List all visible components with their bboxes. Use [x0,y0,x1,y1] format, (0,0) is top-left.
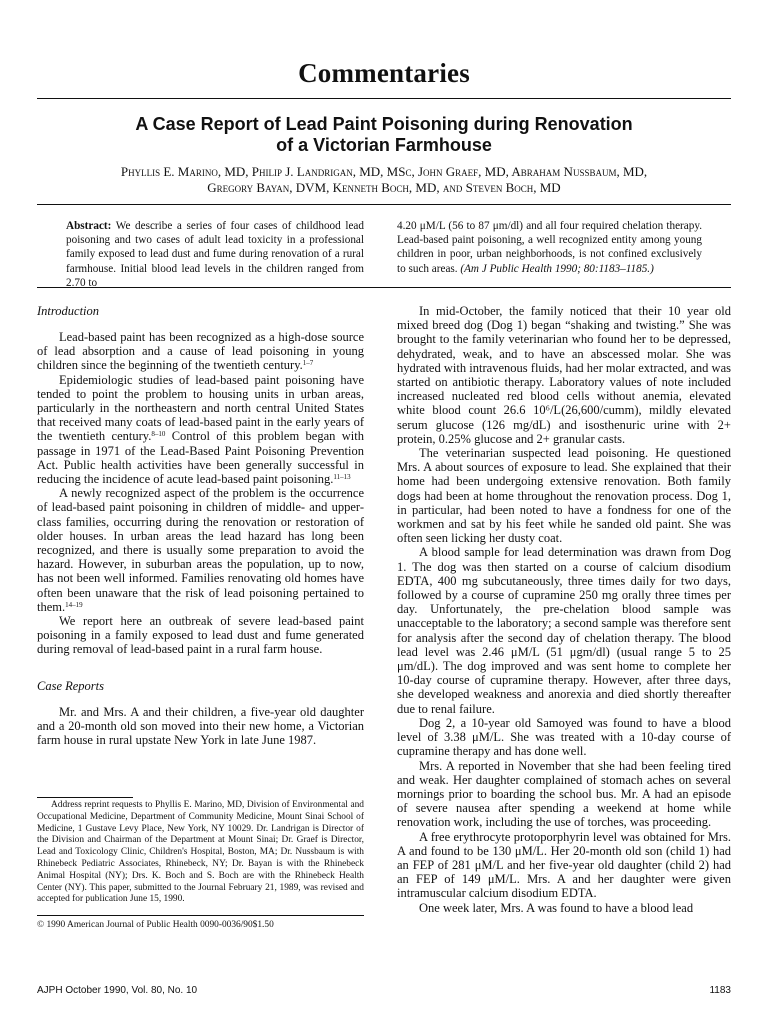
case-paragraph-1: Mr. and Mrs. A and their children, a five-year old daughter and a 20-month old son moved into their new home, a Victorian farm house in rural upstate New York in late June 1987. [37,704,364,748]
intro-paragraph-2: Epidemiologic studies of lead-based paint poisoning have tended to point the problem to housing units in urban areas, particularly in the northeastern and north central United States that received many coats of lead-based paint in the early years of the twentieth century.$^{8-10}$ Control of this problem began with passage in 1971 of the Lead-Based Paint Poisoning Prevention Act. Public health activities have been generally successful in reducing the incidence of acute lead-based paint poisoning.$^{11-13}$ [37,372,364,487]
journal-footer: AJPH October 1990, Vol. 80, No. 10 [37,985,198,996]
body-paragraph: A free erythrocyte protoporphyrin level was obtained for Mrs. A and found to be 130 μM/L. Her 20-month old son (child 1) had an FEP of 281 μM/L and her five-year old daughter (child 2) had an FEP of 149 μM/L. Mrs. A and her daughter were given intramuscular calcium disodium EDTA. [397,829,731,901]
abstract-citation: (Am J Public Health 1990; 80:1183–1185.) [460,262,654,275]
authors-line-2: Gregory Bayan, DVM, Kenneth Boch, MD, and Steven Boch, MD [207,180,561,195]
copyright-rule [37,915,364,916]
footnote-rule [37,797,133,798]
reference-superscript: 8–10 [151,430,166,439]
footnote [37,800,364,906]
intro-paragraph-1: Lead-based paint has been recognized as a high-dose source of lead absorption and a cause of lead poisoning in young children since the beginning of the twentieth century.$^{1-7}$ [37,330,364,373]
abstract-left [66,219,364,290]
article-title-line-2: of a Victorian Farmhouse [276,135,492,155]
body-paragraph: One week later, Mrs. A was found to have a blood lead [419,900,694,915]
intro-paragraph-3: A newly recognized aspect of the problem is the occurrence of lead-based paint poisoning in children of middle- and upper-class families, occurring during the renovation or restoration of older houses. In urban areas the lead hazard has long been recognized, and there is usually some preparation to avoid the hazard. However, in suburban areas the population, up to now, has not been well informed. Families renovating old homes have often been unaware that the risk of lead poisoning pertained to them.$^{14-19}$ [37,486,364,614]
abstract-top-rule [37,204,731,205]
abstract-text-right: 4.20 μM/L (56 to 87 μm/dl) and all four required chelation therapy. Lead-based paint poisoning, a well recognized entity among young children in poor, urban neighborhoods, is not confined exclusively to such areas. [397,220,702,275]
abstract-label: Abstract: [66,220,112,232]
section-heading: Commentaries [298,58,470,88]
abstract-right [397,219,702,276]
copyright: © 1990 American Journal of Public Health 0090-0036/90$1.50 [37,920,274,930]
body-paragraph: Mrs. A reported in November that she had been feeling tired and weak. Her daughter complained of stomach aches on several mornings prior to boarding the school bus. Mr. A had an episode of severe nausea after spending a weekend at home while renovation work, including the use of torches, was proceeding. [397,758,731,830]
left-column [37,304,364,747]
body-paragraph: Dog 2, a 10-year old Samoyed was found to have a blood level of 3.38 μM/L. She was treated with a 10-day course of cupramine therapy and has done well. [397,715,731,759]
reference-superscript: 11–13 [333,473,351,482]
abstract-text-left: We describe a series of four cases of childhood lead poisoning and two cases of adult lead toxicity in a professional family exposed to lead dust and fume during renovation of a rural farmhouse. Initial blood lead levels in the children ranged from 2.70 to [66,220,364,289]
footnote-text: Address reprint requests to Phyllis E. Marino, MD, Division of Environmental and Occupational Medicine, Department of Community Medicine, Mount Sinai School of Medicine, 1 Gustave Levy Place, New York, NY 10029. Dr. Landrigan is Director of the Division and Chairman of the Department at Mount Sinai; Dr. Graef is Director, Lead and Toxicology Clinic, Children's Hospital, Boston, MA; Dr. Nussbaum is with Rhinebeck Pediatric Associates, Rhinebeck, NY; Dr. Bayan is with the Rhinebeck Animal Hospital (NY); Drs. K. Boch and S. Boch are with the Rhinebeck Health Center (NY). This paper, submitted to the Journal February 21, 1989, was revised and accepted for publication June 15, 1990. [37,800,364,905]
authors-line-1: Phyllis E. Marino, MD, Philip J. Landrigan, MD, MSc, John Graef, MD, Abraham Nussbaum, MD, [120,164,648,179]
reference-superscript: 14–19 [65,600,83,609]
abstract-bottom-rule [37,287,731,288]
body-paragraph: The veterinarian suspected lead poisoning. He questioned Mrs. A about sources of exposure to lead. She explained that their home had been undergoing extensive renovation. Both family dogs had been at home throughout the renovation process. Dog 1, in particular, had been noted to have a fondness for one of the workmen and sat by his feet while he sanded old paint. She was often seen licking her dusty coat. [397,446,731,546]
body-paragraph: In mid-October, the family noticed that their 10 year old mixed breed dog (Dog 1) began “shaking and twisting.” She was brought to the family veterinarian who found her to be depressed, dehydrated, weak, and to have an abscessed molar. She was hydrated with intravenous fluids, had her molar extracted, and was started on antibiotic therapy. Laboratory values of note included increased nucleated red blood cells without anemia, elevated white blood count 26.6 10⁶/L(26,600/cumm), mildly elevated serum glucose (126 mg/dL) and isosthenuric urine with 2+ protein, 0.25% glucose and 2+ granular casts. [397,304,731,446]
intro-paragraph-4: We report here an outbreak of severe lead-based paint poisoning in a family exposed to lead dust and fume generated during removal of lead-based paint in a rural farm house. [37,614,364,657]
introduction-heading: Introduction [37,304,100,318]
reference-superscript: 1–7 [302,359,314,368]
body-paragraph: A blood sample for lead determination was drawn from Dog 1. The dog was then started on a course of calcium disodium EDTA, 400 mg subcutaneously, three times daily for two days, followed by a course of cupramine 250 mg orally three times per day. Unfortunately, the pre-chelation blood sample was unacceptable to the laboratory; a second sample was therefore sent for analysis after the second day of chelation therapy. The blood lead level was 2.46 μM/L (51 μgm/dl) (usual range 5 to 25 μm/dL). The dog improved and was sent home to complete her 10-day course of cupramine therapy. However, after three days, she developed weakness and anorexia and died shortly thereafter due to renal failure. [397,545,731,716]
right-column [397,304,731,915]
header-rule [37,98,731,99]
page-number: 1183 [709,985,731,996]
article-title-line-1: A Case Report of Lead Paint Poisoning during Renovation [135,114,633,134]
case-reports-heading: Case Reports [37,678,105,693]
